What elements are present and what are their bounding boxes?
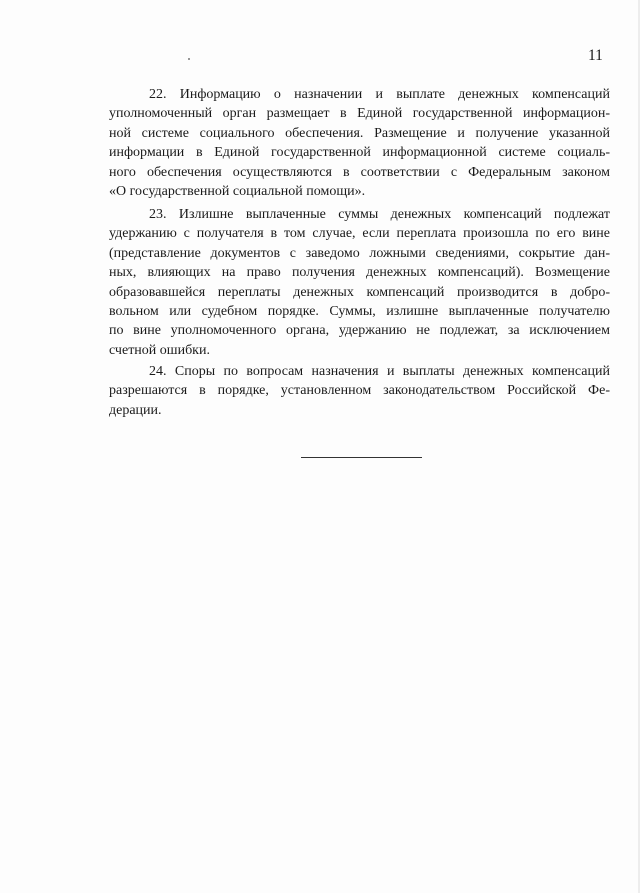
paragraph-line: информации в Единой государственной информационной системе социаль- — [109, 145, 610, 161]
paragraph-line: ного обеспечения осуществляются в соответствии с Федеральным законом — [109, 164, 610, 180]
paragraph-line: по вине уполномоченного органа, удержанию не подлежат, за исключением — [109, 323, 610, 339]
paragraph-line: счетной ошибки. — [109, 342, 210, 358]
scan-speck — [188, 58, 190, 60]
paragraph-line: уполномоченный орган размещает в Единой государственной информацион- — [109, 106, 610, 122]
paragraph-line: ной системе социального обеспечения. Размещение и получение указанной — [109, 125, 610, 141]
end-of-text-rule — [301, 457, 422, 458]
paragraph-line: дерации. — [109, 402, 162, 418]
paragraph-line: ных, влияющих на право получения денежных компенсаций). Возмещение — [109, 265, 610, 281]
paragraph-line: образовавшейся переплаты денежных компенсаций производится в добро- — [109, 284, 610, 300]
page-number: 11 — [588, 47, 603, 64]
paragraph-line: удержанию с получателя в том случае, если переплата произошла по его вине — [109, 226, 610, 242]
paragraph-22 — [109, 85, 610, 201]
paragraph-line: (представление документов с заведомо ложными сведениями, сокрытие дан- — [109, 245, 610, 261]
paragraph-23 — [109, 205, 610, 360]
paragraph-line: разрешаются в порядке, установленном законодательством Российской Фе- — [109, 383, 610, 399]
paragraph-line: 23. Излишне выплаченные суммы денежных компенсаций подлежат — [149, 207, 610, 222]
paragraph-line: 22. Информацию о назначении и выплате денежных компенсаций — [149, 87, 610, 102]
paragraph-line: «О государственной социальной помощи». — [109, 183, 366, 199]
paragraph-line: 24. Споры по вопросам назначения и выплаты денежных компенсаций — [149, 364, 610, 379]
paragraph-24 — [109, 362, 610, 420]
paragraph-line: вольном или судебном порядке. Суммы, излишне выплаченные получателю — [109, 303, 610, 319]
